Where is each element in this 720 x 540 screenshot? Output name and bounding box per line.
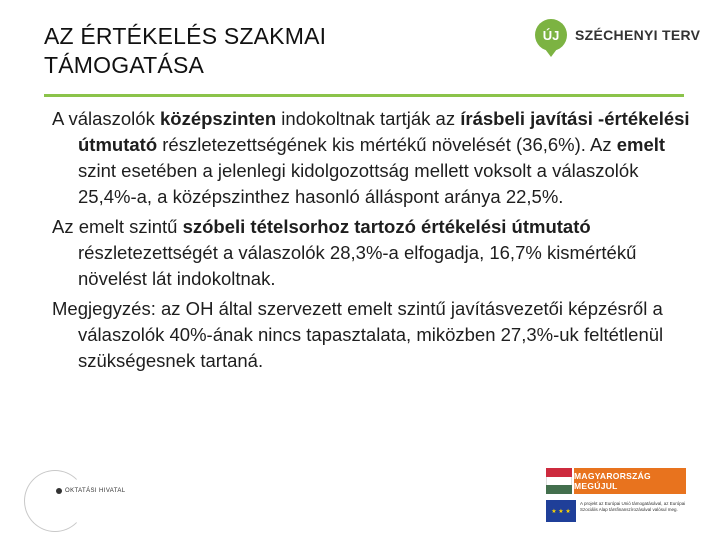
oh-logo-text: OKTATÁSI HIVATAL [65, 488, 126, 494]
paragraph-1: A válaszolók középszinten indokoltnak tartják az írásbeli javítási -értékelési útmutató részletezettségének kis mértékű növelését (36,6%). Az emelt szint esetében a jelenlegi kidolgozottság mellett voksolt a válaszolók 25,4%-a, a középszinthez hasonló álláspont aránya 22,5%. [52, 108, 690, 207]
page-title [44, 22, 464, 80]
emphasis: szóbeli tételsorhoz tartozó értékelési útmutató [182, 216, 591, 237]
oktatasi-hivatal-logo [24, 470, 144, 530]
arc-decoration [24, 470, 86, 532]
title-line-1: AZ ÉRTÉKELÉS SZAKMAI [44, 23, 327, 49]
eu-flag-icon: ★ ★ ★ [546, 500, 576, 522]
magyarorszag-megujul-banner: MAGYARORSZÁG MEGÚJUL [574, 468, 686, 494]
szechenyi-terv-logo [535, 18, 700, 52]
oh-dot-icon [56, 488, 62, 494]
paragraph-3: Megjegyzés: az OH által szervezett emelt szintű javításvezetői képzésről a válaszolók 40%-ának nincs tapasztalata, miközben 27,3%-uk feltétlenül szükségesnek tartaná. [52, 298, 664, 371]
emphasis: emelt [616, 134, 666, 155]
funding-logos [546, 468, 686, 528]
logo-text: SZÉCHENYI TERV [575, 27, 701, 43]
uj-logo-icon [535, 19, 567, 51]
logo-mark: ÚJ [542, 27, 560, 43]
emphasis: középszinten [159, 108, 277, 129]
paragraph-2: Az emelt szintű szóbeli tételsorhoz tartozó értékelési útmutató részletezettségét a válaszolók 28,3%-a elfogadja, 16,7% kismértékű növelést lát indokoltnak. [52, 216, 637, 289]
body-text [52, 106, 692, 378]
emphasis: írásbeli javítási -értékelési útmutató [78, 108, 690, 155]
hungarian-flag-icon [546, 468, 572, 494]
title-line-2: TÁMOGATÁSA [44, 52, 205, 78]
title-divider [44, 94, 684, 97]
eu-funding-note: A projekt az Európai Unió támogatásával, az Európai Szociális Alap társfinanszírozásával valósul meg. [580, 501, 686, 512]
